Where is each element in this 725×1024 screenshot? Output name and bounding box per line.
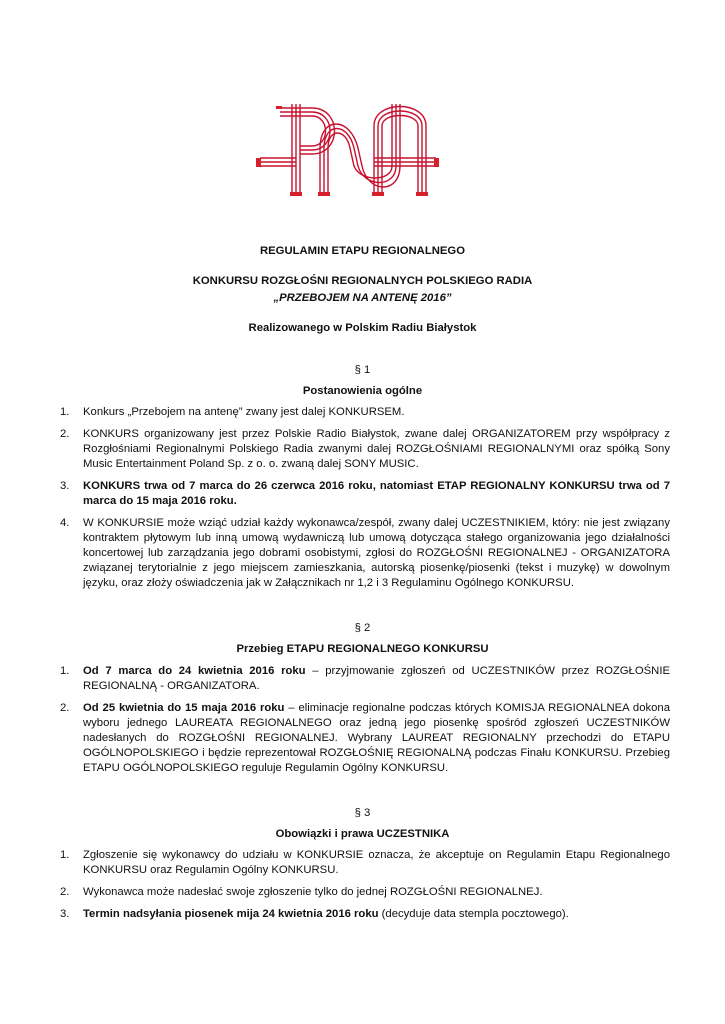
list-item: 2. Od 25 kwietnia do 15 maja 2016 roku – eliminacje regionalne podczas których KOMISJA REGIONALNEA dokona wyboru jednego LAUREATA REGIONALNEGO oraz jedną jego piosenkę spośród zgłoszeń UCZESTNIKÓW nadesłanych do ROZGŁOŚNI REGIONALNEJ. Wybrany LAUREAT REGIONALNY przechodzi do ETAPU OGÓLNOPOLSKIEGO i będzie reprezentował ROZGŁOŚNIĘ REGIONALNĄ podczas Finału KONKURSU. Przebieg ETAPU OGÓLNOPOLSKIEGO reguluje Regulamin Ogólny KONKURSU. — [60, 702, 670, 774]
section-3-number: § 3 — [354, 807, 371, 819]
section-2-list — [60, 664, 670, 783]
list-item: 2. KONKURS organizowany jest przez Polskie Radio Białystok, zwane dalej ORGANIZATOREM przy współpracy z Rozgłośniami Regionalnymi Polskiego Radia zwanymi dalej ROZGŁOŚNIAMI REGIONALNYMI oraz spółką Sony Music Entertainment Poland Sp. z o. o. zwaną dalej SONY MUSIC. — [60, 428, 670, 470]
doc-subtitle: KONKURSU ROZGŁOŚNI REGIONALNYCH POLSKIEGO RADIA — [192, 275, 533, 287]
list-item: 2. Wykonawca może nadesłać swoje zgłoszenie tylko do jednej ROZGŁOŚNI REGIONALNEJ. — [60, 886, 543, 898]
section-3-title: Obowiązki i prawa UCZESTNIKA — [275, 828, 450, 840]
list-item: 3. KONKURS trwa od 7 marca do 26 czerwca 2016 roku, natomiast ETAP REGIONALNY KONKURSU trwa od 7 marca do 15 maja 2016 roku. — [60, 480, 670, 507]
list-item: 3. Termin nadsyłania piosenek mija 24 kwietnia 2016 roku (decyduje data stempla pocztowego). — [60, 908, 569, 920]
organizer-line: Realizowanego w Polskim Radiu Białystok — [248, 322, 477, 334]
section-1-number: § 1 — [354, 364, 371, 376]
pna-logo — [250, 96, 466, 198]
list-item: 1. Zgłoszenie się wykonawcy do udziału w KONKURSIE oznacza, że akceptuje on Regulamin Etapu Regionalnego KONKURSU oraz Regulamin Ogólny KONKURSU. — [60, 849, 670, 876]
list-item: 1. Konkurs „Przebojem na antenę” zwany jest dalej KONKURSEM. — [60, 406, 405, 418]
list-item: 1. Od 7 marca do 24 kwietnia 2016 roku – przyjmowanie zgłoszeń od UCZESTNIKÓW przez ROZGŁOŚNIE REGIONALNĄ - ORGANIZATORA. — [60, 665, 670, 692]
list-item: 4. W KONKURSIE może wziąć udział każdy wykonawca/zespół, zwany dalej UCZESTNIKIEM, który: nie jest związany kontraktem płytowym lub inną umową wydawniczą lub umową dotycząca stałego organizowania jego działalności koncertowej lub zarządzania jego dobrami osobistymi, zgłosi do ROZGŁOŚNI REGIONALNEJ - ORGANIZATORA związanej terytorialnie z jego miejscem zamieszkania, autorską piosenkę/piosenki (tekst i muzykę) w dowolnym języku, oraz złoży oświadczenia jak w Załącznikach nr 1,2 i 3 Regulaminu Ogólnego KONKURSU. — [60, 517, 670, 589]
section-1-list — [60, 405, 670, 598]
section-1-title: Postanowienia ogólne — [302, 385, 423, 397]
section-2-number: § 2 — [354, 622, 371, 634]
section-3-list — [60, 848, 670, 929]
contest-name: „PRZEBOJEM NA ANTENĘ 2016” — [273, 292, 452, 304]
doc-title: REGULAMIN ETAPU REGIONALNEGO — [259, 245, 466, 257]
section-2-title: Przebieg ETAPU REGIONALNEGO KONKURSU — [236, 643, 489, 655]
